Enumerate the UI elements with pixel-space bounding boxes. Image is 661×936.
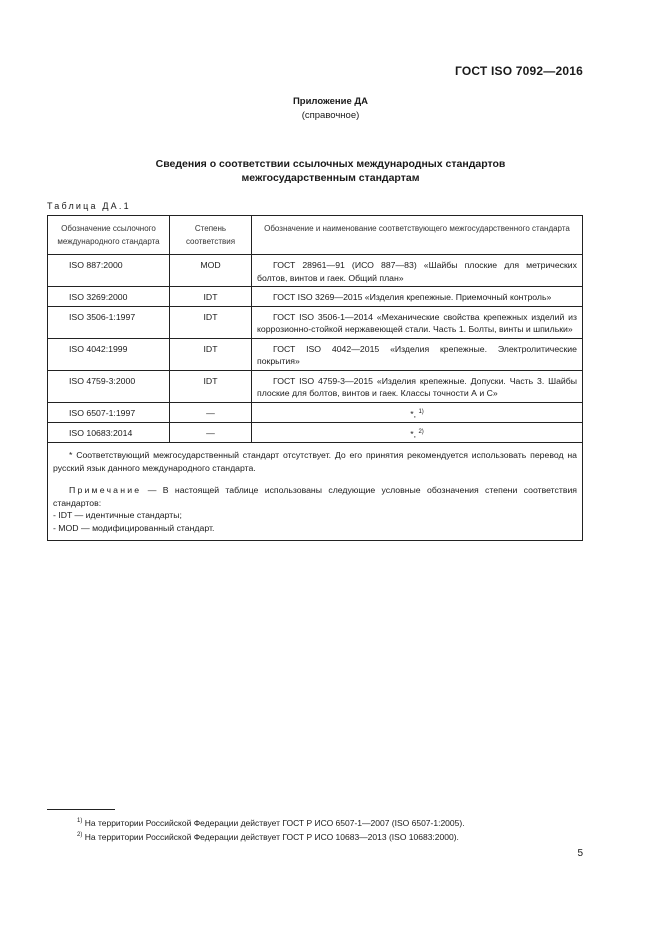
cell-national (252, 338, 583, 370)
page-footnotes (77, 815, 465, 844)
cell-intl: ISO 4042:1999 (48, 338, 170, 370)
cell-national (252, 370, 583, 402)
appendix-title: Приложение ДА (292, 96, 369, 107)
star-footnote (53, 449, 577, 474)
cell-intl: ISO 887:2000 (48, 255, 170, 287)
appendix-heading (0, 95, 661, 123)
cell-national (252, 255, 583, 287)
standard-code: ГОСТ ISO 7092—2016 (454, 64, 583, 78)
cell-intl: ISO 3269:2000 (48, 287, 170, 307)
table-label: Таблица ДА.1 (47, 201, 131, 211)
cell-intl: ISO 10683:2014 (48, 422, 170, 442)
section-title-line1: Сведения о соответствии ссылочных международных стандартов (155, 158, 506, 170)
cell-national-text: ГОСТ ISO 4759-3—2015 «Изделия крепежные. Допуски. Часть 3. Шайбы плоские для болтов, винтов и гаек. Классы точности А и С» (257, 375, 577, 398)
cell-national-text: ГОСТ ISO 3269—2015 «Изделия крепежные. Приемочный контроль» (273, 292, 552, 302)
table-row (48, 402, 583, 422)
table-row (48, 338, 583, 370)
cell-national-star: * (410, 408, 414, 419)
cell-degree: IDT (170, 370, 252, 402)
correspondence-table (47, 215, 583, 541)
table-row (48, 255, 583, 287)
note-text: — В настоящей таблице использованы следующие условные обозначения степени соответствия стандартов: (53, 485, 578, 508)
table-row (48, 370, 583, 402)
star-footnote-text: * Соответствующий межгосударственный стандарт отсутствует. До его принятия рекомендуется использовать перевод на русский язык данного международного стандарта. (53, 450, 577, 473)
cell-degree: — (170, 402, 252, 422)
table-header-row (48, 216, 583, 255)
page-number: 5 (577, 848, 583, 859)
cell-intl: ISO 6507-1:1997 (48, 402, 170, 422)
cell-national: *, $^{2)}$ (252, 422, 583, 442)
page-footnote-text: На территории Российской Федерации действует ГОСТ Р ИСО 10683—2013 (ISO 10683:2000). (84, 832, 459, 843)
cell-national: *, $^{1)}$ (252, 402, 583, 422)
cell-degree: MOD (170, 255, 252, 287)
page-footnote (77, 815, 465, 829)
legend-item: - IDT — идентичные стандарты; (53, 510, 182, 521)
note-paragraph (53, 484, 577, 509)
footnote-ref: 1) (418, 408, 424, 415)
cell-national-text: ГОСТ ISO 4042—2015 «Изделия крепежные. Электролитические покрытия» (257, 343, 577, 366)
page-footnote-num: 2) (77, 832, 83, 839)
cell-degree: — (170, 422, 252, 442)
cell-intl: ISO 4759-3:2000 (48, 370, 170, 402)
page-footnote-num: 1) (77, 818, 83, 824)
table-notes-row (48, 443, 583, 541)
cell-national-star: * (410, 428, 414, 439)
cell-degree: IDT (170, 287, 252, 307)
cell-degree: IDT (170, 338, 252, 370)
table-row (48, 306, 583, 338)
section-title-line2: межгосударственным стандартам (241, 172, 420, 184)
cell-national (252, 306, 583, 338)
cell-national (252, 287, 583, 307)
section-title (0, 157, 661, 185)
page-footnote-text: На территории Российской Федерации действует ГОСТ Р ИСО 6507-1—2007 (ISO 6507-1:2005). (84, 817, 465, 828)
footnote-ref: 2) (418, 428, 424, 435)
footnote-divider (47, 809, 115, 810)
cell-intl: ISO 3506-1:1997 (48, 306, 170, 338)
table-row (48, 422, 583, 442)
header-intl-standard: Обозначение ссылочного международного стандарта (48, 216, 170, 255)
cell-national-text: ГОСТ ISO 3506-1—2014 «Механические свойства крепежных изделий из коррозионно-стойкой нержавеющей стали. Часть 1. Болты, винты и шпильки» (257, 311, 577, 334)
appendix-subtitle: (справочное) (301, 110, 360, 121)
header-degree: Степень соответствия (170, 216, 252, 255)
page-footnote (77, 829, 465, 843)
header-national-standard: Обозначение и наименование соответствующего межгосударственного стандарта (252, 216, 583, 255)
legend-item: - MOD — модифицированный стандарт. (53, 522, 215, 533)
table-row (48, 287, 583, 307)
cell-degree: IDT (170, 306, 252, 338)
note-label: Примечание (69, 485, 142, 496)
cell-national-text: ГОСТ 28961—91 (ИСО 887—83) «Шайбы плоские для метрических болтов, винтов и гаек. Общий план» (257, 260, 577, 283)
table-notes (48, 443, 583, 541)
